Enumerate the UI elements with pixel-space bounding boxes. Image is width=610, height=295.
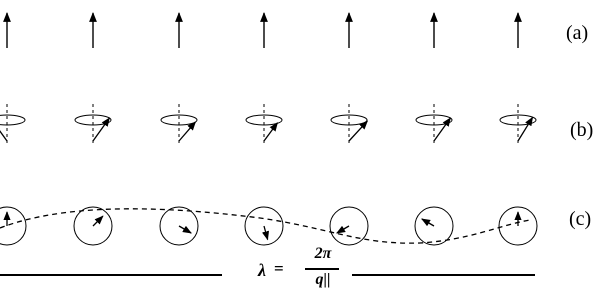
row-b-precessing-spins: [0, 104, 536, 146]
spin-arrow-rotating: [93, 216, 103, 226]
formula-equals: =: [274, 259, 284, 278]
formula-denominator: q||: [315, 271, 331, 288]
spin-wave-dashed-curve: [0, 209, 530, 243]
spin-arrow-tilted: [434, 118, 450, 141]
spin-arrow-rotating: [337, 226, 349, 233]
spin-arrow-tilted: [518, 117, 533, 141]
row-a-aligned-spins: [7, 13, 518, 48]
spin-arrow-tilted: [0, 118, 7, 141]
row-c-spin-wave: [0, 207, 537, 245]
panel-label-b: (b): [570, 119, 594, 141]
precession-cone-ellipse: [0, 115, 25, 125]
panel-label-c: (c): [569, 208, 592, 230]
formula-numerator: 2π: [314, 245, 332, 262]
spin-arrow-rotating: [179, 226, 191, 233]
spin-arrow-tilted: [93, 118, 109, 141]
panel-label-a: (a): [566, 22, 589, 44]
spin-arrow-tilted: [264, 123, 277, 141]
spin-arrow-rotating: [422, 219, 434, 226]
formula-lambda: λ: [258, 260, 266, 280]
spin-arrow-rotating: [264, 226, 268, 240]
formula-fraction-bar: [305, 268, 339, 270]
